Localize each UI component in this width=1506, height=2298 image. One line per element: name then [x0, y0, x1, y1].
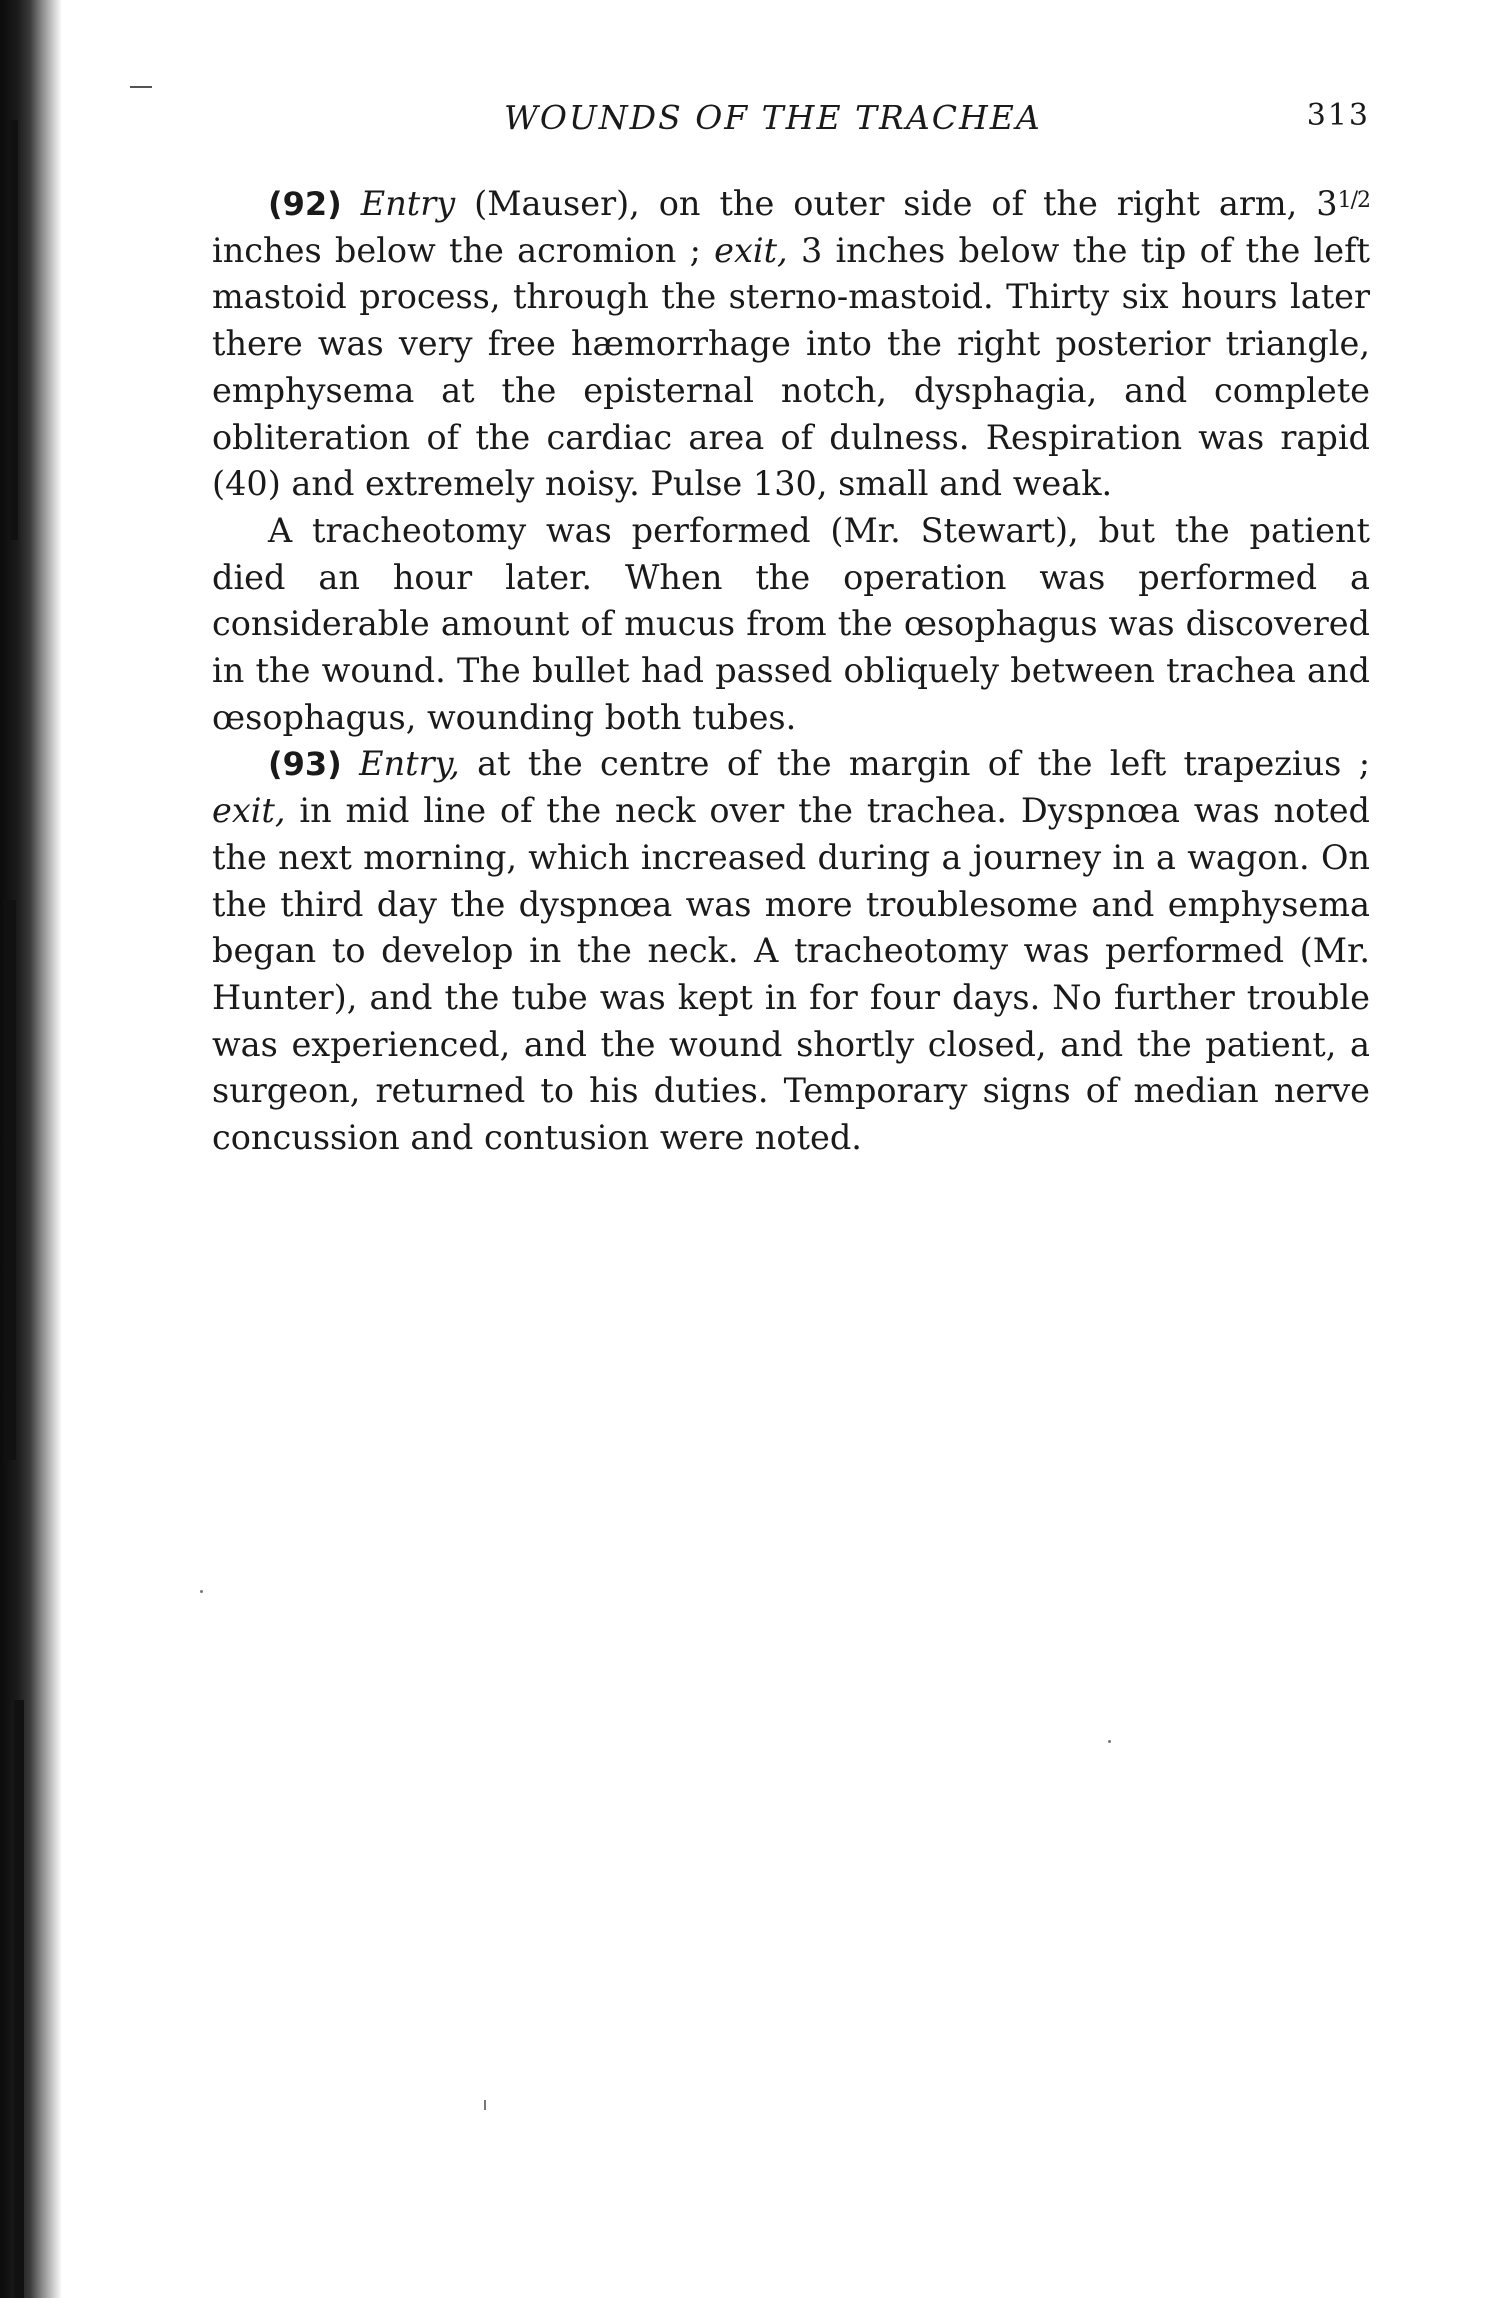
- paragraph-text: (Mauser), on the outer side of the right arm, 3: [455, 184, 1338, 223]
- running-head: [212, 96, 1370, 156]
- scan-binding-streak: [10, 120, 18, 540]
- case-92-followup-paragraph: A tracheotomy was performed (Mr. Stewart), but the patient died an hour later. When the operation was performed a considerable amount of mucus from the œsophagus was discovered in the wound. The bullet had passed obliquely between trachea and œsophagus, wounding both tubes.: [212, 510, 1370, 737]
- scan-speck: [484, 2100, 486, 2110]
- paragraph-text: in mid line of the neck over the trachea. Dyspnœa was noted the next morning, which increased during a journey in a wagon. On the third day the dyspnœa was more troublesome and emphysema began to develop in the neck. A tracheotomy was performed (Mr. Hunter), and the tube was kept in for four days. No further trouble was experienced, and the wound shortly closed, and the patient, a surgeon, returned to his duties. Temporary signs of median nerve concussion and contusion were noted.: [212, 791, 1370, 1158]
- scan-binding-streak: [4, 900, 16, 1460]
- body-text: [212, 178, 1370, 1162]
- exit-label: exit,: [212, 791, 286, 831]
- paragraph-text: at the centre of the margin of the left trapezius ;: [459, 744, 1370, 784]
- case-92-paragraph: [212, 178, 1370, 508]
- entry-label: Entry: [360, 184, 456, 223]
- scan-speck: [130, 86, 152, 88]
- scan-binding-streak: [14, 1700, 24, 2298]
- paragraph-text: inches below the acromion ;: [212, 230, 715, 270]
- exit-label: exit,: [714, 230, 788, 270]
- scan-speck: [1108, 1740, 1111, 1743]
- fraction: 1/2: [1337, 188, 1371, 213]
- page-number: 313: [1306, 98, 1370, 133]
- entry-label: Entry,: [359, 744, 460, 784]
- running-title: WOUNDS OF THE TRACHEA: [504, 98, 1042, 137]
- scan-speck: [200, 1590, 203, 1593]
- paragraph-text: 3 inches below the tip of the left mastoid process, through the sterno-mastoid. Thirty six hours later there was very free hæmorrhage into the right posterior triangle, emphysema at the episternal notch, dysphagia, and complete obliteration of the cardiac area of dulness. Respiration was rapid (40) and extremely noisy. Pulse 130, small and weak.: [212, 230, 1370, 504]
- case-number: (92): [268, 185, 342, 223]
- case-number: (93): [268, 745, 342, 784]
- case-93-paragraph: [212, 741, 1370, 1161]
- book-page: [212, 96, 1370, 1162]
